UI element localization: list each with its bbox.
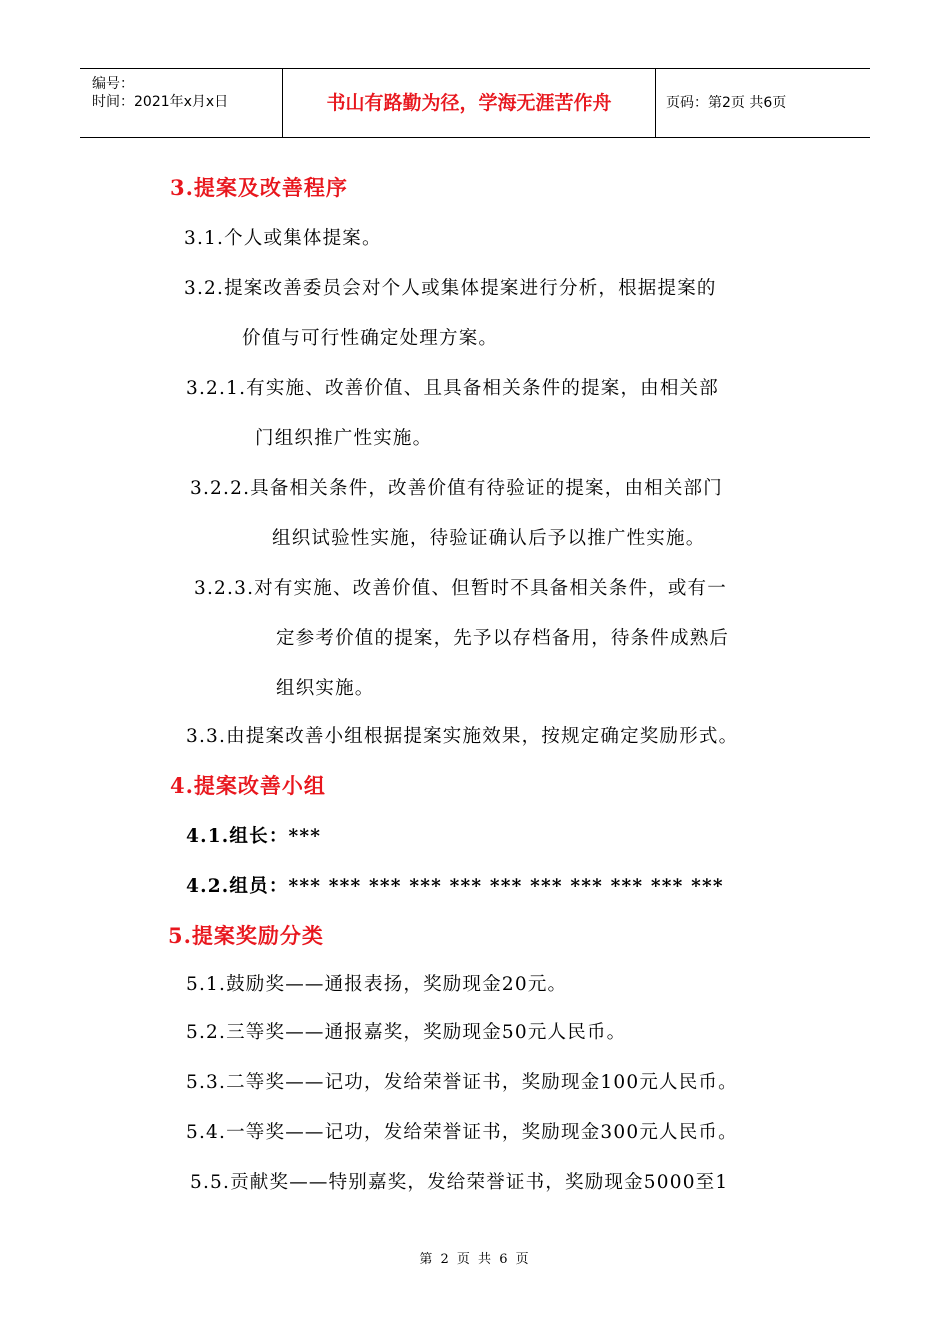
paragraph-line: 3.2.1.有实施、改善价值、且具备相关条件的提案，由相关部 [186,378,719,399]
header-meta-cell [80,69,282,137]
paragraph-line: 3.2.2.具备相关条件，改善价值有待验证的提案，由相关部门 [190,478,723,499]
paragraph-line: 3.2.3.对有实施、改善价值、但暂时不具备相关条件，或有一 [194,578,727,599]
number-label: 编号： [92,76,134,92]
paragraph-line: 组织实施。 [276,678,375,699]
paragraph-line: 3.3.由提案改善小组根据提案实施效果，按规定确定奖励形式。 [186,726,739,747]
paragraph-line: 3.1.个人或集体提案。 [184,228,382,249]
section-title-5: 5.提案奖励分类 [168,923,324,948]
paragraph-line: 5.4.一等奖——记功，发给荣誉证书，奖励现金300元人民币。 [186,1122,738,1143]
header-motto: 书山有路勤为径，学海无涯苦作舟 [282,69,656,137]
paragraph-line: 5.3.二等奖——记功，发给荣誉证书，奖励现金100元人民币。 [186,1072,738,1093]
paragraph-line: 5.2.三等奖——通报嘉奖，奖励现金50元人民币。 [186,1022,627,1043]
page-header-table [80,68,870,138]
paragraph-line: 3.2.提案改善委员会对个人或集体提案进行分析，根据提案的 [184,278,717,299]
paragraph-line: 定参考价值的提案，先予以存档备用，待条件成熟后 [276,628,730,649]
paragraph-line: 组织试验性实施，待验证确认后予以推广性实施。 [272,528,706,549]
section-title-4: 4.提案改善小组 [170,773,326,798]
paragraph-line: 门组织推广性实施。 [255,428,433,449]
time-label: 时间：2021年x月x日 [92,94,229,110]
paragraph-line: 4.2.组员：*** *** *** *** *** *** *** *** *** *** *** [186,876,724,897]
header-page-info: 页码：第2页 共6页 [666,95,787,111]
page-footer: 第 2 页 共 6 页 [419,1252,531,1267]
paragraph-line: 价值与可行性确定处理方案。 [242,328,499,349]
paragraph-line: 5.1.鼓励奖——通报表扬，奖励现金20元。 [186,974,568,995]
paragraph-line: 5.5.贡献奖——特别嘉奖，发给荣誉证书，奖励现金5000至1 [190,1172,729,1193]
section-title-3: 3.提案及改善程序 [170,175,348,200]
paragraph-line: 4.1.组长：*** [186,826,322,847]
